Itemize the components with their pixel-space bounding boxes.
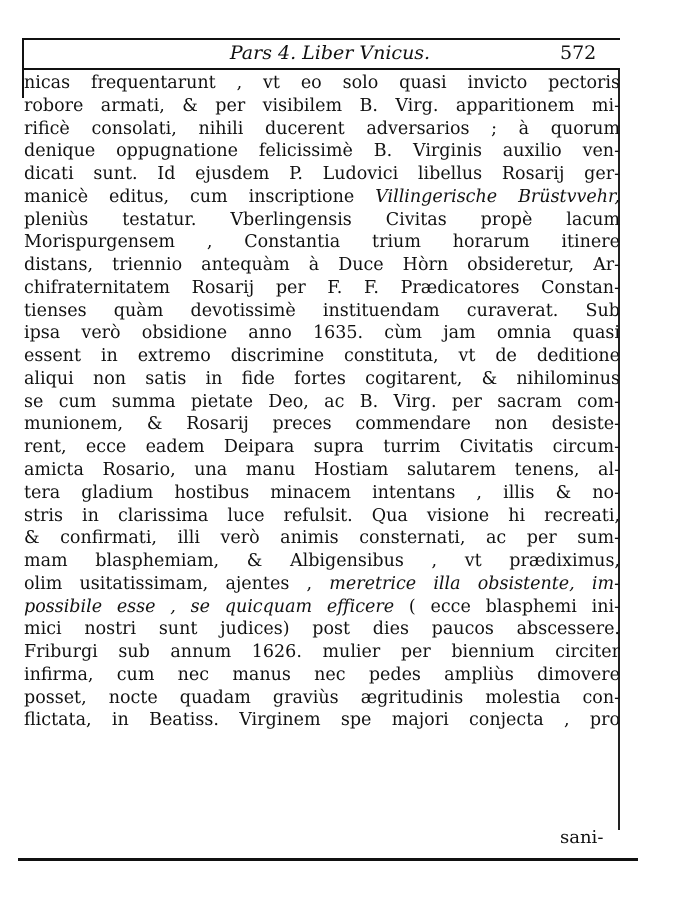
body-text	[24, 72, 620, 732]
italic-book-title: Villingerische Brüstvvehr,	[375, 186, 620, 207]
text-segment: ( ecce blasphemi ini-	[394, 596, 620, 617]
text-line: tera gladium hostibus minacem intentans , illis & no-	[24, 482, 620, 503]
text-line: Morispurgensem , Constantia trium horarum itinere	[24, 232, 620, 253]
bottom-border-rule	[18, 858, 638, 861]
text-line: distans, triennio antequàm à Duce Hòrn obsideretur, Ar-	[24, 255, 620, 276]
text-segment: manicè editus, cum inscriptione	[24, 186, 376, 207]
text-line: dicati sunt. Id ejusdem P. Ludovici libellus Rosarij ger-	[24, 164, 620, 185]
header-rule	[22, 68, 620, 70]
italic-quote: possibile esse , se quicquam efficere	[24, 596, 395, 617]
text-line: mam blasphemiam, & Albigensibus , vt prædiximus,	[24, 551, 620, 572]
text-line: rificè consolati, nihili ducerent adversarios ; à quorum	[24, 118, 620, 139]
text-line: rent, ecce eadem Deipara supra turrim Civitatis circum-	[24, 437, 620, 458]
text-segment: olim usitatissimam, ajentes ,	[24, 573, 330, 594]
text-line	[24, 186, 620, 209]
text-line: Friburgi sub annum 1626. mulier per biennium circiter	[24, 642, 620, 663]
text-line: flictata, in Beatiss. Virginem spe majori conjecta , pro	[24, 710, 620, 731]
text-line: robore armati, & per visibilem B. Virg. apparitionem mi-	[24, 95, 620, 116]
text-line: posset, nocte quadam graviùs ægritudinis molestia con-	[24, 687, 620, 708]
text-line: se cum summa pietate Deo, ac B. Virg. per sacram com-	[24, 391, 620, 412]
running-title: Pars 4. Liber Vnicus.	[229, 42, 431, 64]
catchword: sani-	[560, 827, 604, 848]
text-line: amicta Rosario, una manu Hostiam salutarem tenens, al-	[24, 460, 620, 481]
text-line: nicas frequentarunt , vt eo solo quasi invicto pectoris	[24, 73, 620, 93]
text-line: pleniùs testatur. Vberlingensis Civitas propè lacum	[24, 209, 620, 230]
text-line	[24, 596, 620, 619]
text-line: & confirmati, illi verò animis consternati, ac per sum-	[24, 528, 620, 549]
text-line: chifraternitatem Rosarij per F. F. Prædicatores Constan-	[24, 277, 620, 298]
text-line: infirma, cum nec manus nec pedes ampliùs dimovere	[24, 664, 620, 685]
text-line: stris in clarissima luce refulsit. Qua visione hi recreati,	[24, 505, 620, 526]
text-line: ipsa verò obsidione anno 1635. cùm jam omnia quasi	[24, 323, 620, 344]
text-line: tienses quàm devotissimè instituendam curaverat. Sub	[24, 300, 620, 321]
italic-quote: meretrice illa obsistente, im-	[329, 573, 620, 594]
text-line	[24, 573, 620, 596]
page-number: 572	[560, 42, 597, 64]
text-line: munionem, & Rosarij preces commendare non desiste-	[24, 414, 620, 435]
text-line: aliqui non satis in fide fortes cogitarent, & nihilominus	[24, 368, 620, 389]
text-line: essent in extremo discrimine constituta, vt de deditione	[24, 346, 620, 367]
text-line: mici nostri sunt judices) post dies paucos abscessere.	[24, 619, 620, 640]
text-line: denique oppugnatione felicissimè B. Virginis auxilio ven-	[24, 141, 620, 162]
